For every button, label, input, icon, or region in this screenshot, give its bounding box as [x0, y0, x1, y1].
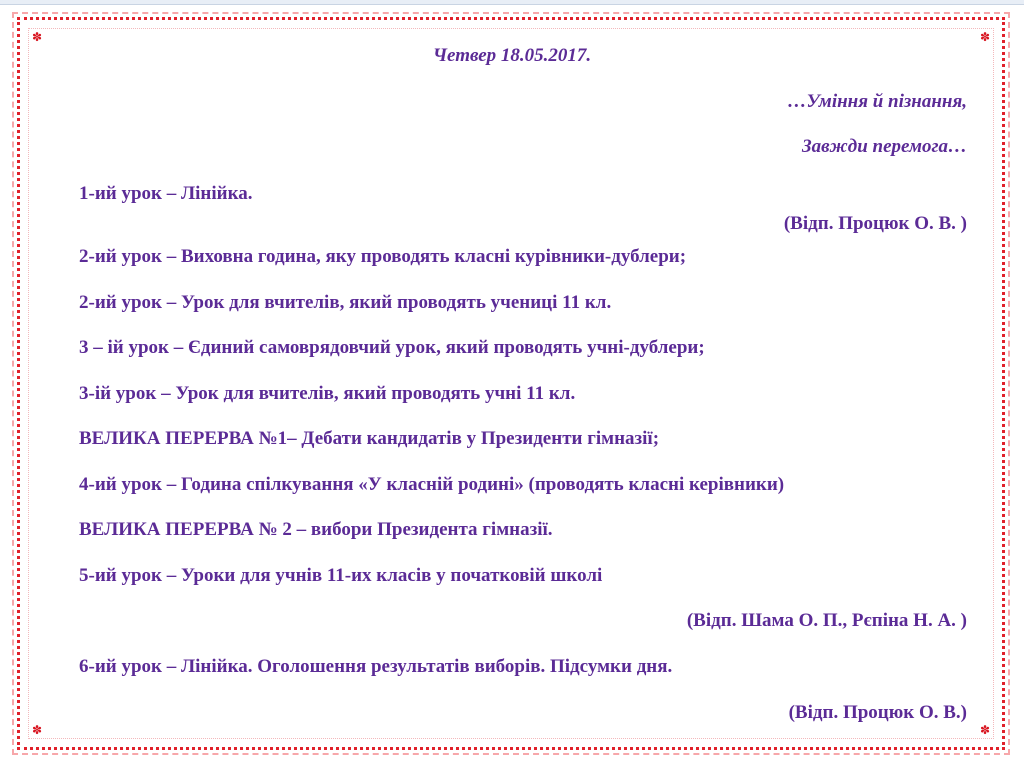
schedule-item: 2-ий урок – Урок для вчителів, який проводять учениці 11 кл. — [79, 292, 612, 313]
schedule-item: 2-ий урок – Виховна година, яку проводять класні курівники-дублери; — [79, 246, 687, 267]
schedule-item: 3-ій урок – Урок для вчителів, який проводять учні 11 кл. — [79, 383, 576, 404]
schedule-item: ВЕЛИКА ПЕРЕРВА №1– Дебати кандидатів у Президенти гімназії; — [79, 428, 660, 449]
schedule-item: 1-ий урок – Лінійка. — [79, 183, 253, 204]
responsible-note: (Відп. Процюк О. В.) — [788, 702, 967, 723]
top-divider — [0, 0, 1024, 5]
schedule-item: 4-ий урок – Година спілкування «У класній родині» (проводять класні керівники) — [79, 474, 785, 495]
schedule-item: ВЕЛИКА ПЕРЕРВА № 2 – вибори Президента гімназії. — [79, 519, 553, 540]
corner-ornament-icon: ✽ — [32, 723, 43, 737]
schedule-item: 3 – ій урок – Єдиний самоврядовчий урок, який проводять учні-дублери; — [79, 337, 705, 358]
responsible-note: (Відп. Процюк О. В. ) — [783, 213, 967, 234]
date-heading: Четвер 18.05.2017. — [432, 45, 592, 66]
responsible-note: (Відп. Шама О. П., Рєпіна Н. А. ) — [686, 610, 967, 631]
corner-ornament-icon: ✽ — [980, 30, 991, 44]
schedule-item: 5-ий урок – Уроки для учнів 11-их класів у початковій школі — [79, 565, 603, 586]
corner-ornament-icon: ✽ — [32, 30, 43, 44]
schedule-item: 6-ий урок – Лінійка. Оголошення результатів виборів. Підсумки дня. — [79, 656, 673, 677]
motto-line-1: …Уміння й пізнання, — [787, 91, 967, 112]
corner-ornament-icon: ✽ — [980, 723, 991, 737]
motto-line-2: Завжди перемога… — [802, 136, 967, 157]
